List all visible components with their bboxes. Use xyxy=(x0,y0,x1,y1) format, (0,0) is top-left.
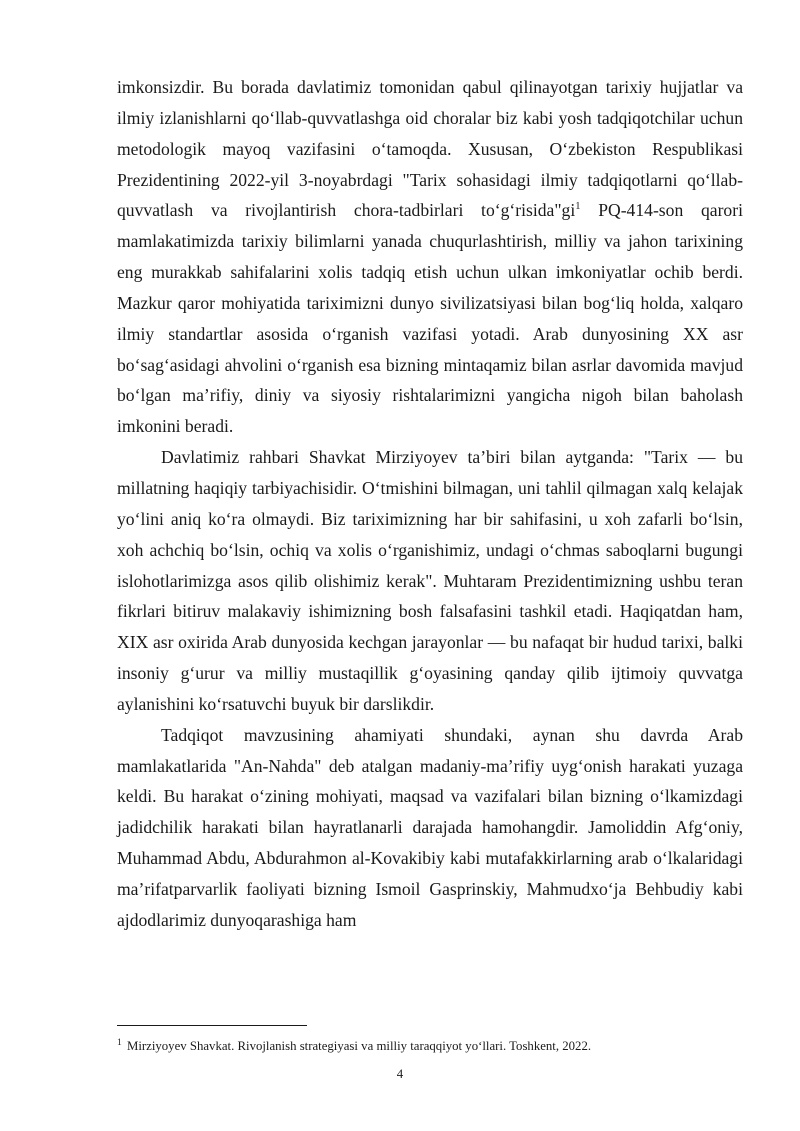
page-number: 4 xyxy=(396,1067,404,1081)
footnote-text: Mirziyoyev Shavkat. Rivojlanish strategiyasi va milliy taraqqiyot yo‘llari. Toshkent, 2022. xyxy=(123,1039,592,1053)
paragraph-3: Tadqiqot mavzusining ahamiyati shundaki, aynan shu davrda Arab mamlakatlarida "An-Nahda" deb atalgan madaniy-ma’rifiy uyg‘onish harakati yuzaga keldi. Bu harakat o‘zining mohiyati, maqsad va vazifalari bilan bizning o‘lkamizdagi jadidchilik harakati bilan hayratlanarli darajada hamohangdir. Jamoliddin Afg‘oniy, Muhammad Abdu, Abdurahmon al-Kovakibiy kabi mutafakkirlarning arab o‘lkalaridagi ma’rifatparvarlik faoliyati bizning Ismoil Gasprinskiy, Mahmudxo‘ja Behbudiy kabi ajdodlarimiz dunyoqarashiga ham xyxy=(117,724,743,930)
paragraph-2: Davlatimiz rahbari Shavkat Mirziyoyev ta’biri bilan aytganda: "Tarix — bu millatning haqiqiy tarbiyachisidir. O‘tmishini bilmagan, uni tahlil qilmagan xalq kelajak yo‘lini aniq ko‘ra olmaydi. Biz tariximizning har bir sahifasini, u xoh zafarli bo‘lsin, xoh achchiq bo‘lsin, ochiq va xolis o‘rganishimiz, undagi o‘chmas saboqlarni bugungi islohotlarimizga asos qilib olishimiz kerak". Muhtaram Prezidentimizning ushbu teran fikrlari bitiruv malakaviy ishimizning bosh falsafasini tashkil etadi. Haqiqatdan ham, XIX asr oxirida Arab dunyosida kechgan jarayonlar — bu nafaqat bir hudud tarixi, balki insoniy g‘urur va milliy mustaqillik g‘oyasining qanday qilib ijtimoiy quvvatga aylanishini ko‘rsatuvchi buyuk bir darslikdir. xyxy=(117,447,743,714)
paragraph-1-text-before-ref: imkonsizdir. Bu borada davlatimiz tomonidan qabul qilinayotgan tarixiy hujjatlar va ilmiy izlanishlarni qo‘llab-quvvatlashga oid choralar biz kabi yosh tadqiqotchilar uchun metodologik mayoq vazifasini o‘tamoqda. Xususan, O‘zbekiston Respublikasi Prezidentining 2022-yil 3-noyabrdagi "Tarix sohasidagi ilmiy tadqiqotlarni qo‘llab-quvvatlash va rivojlantirish chora-tadbirlari to‘g‘risida"gi xyxy=(117,77,743,221)
footnote xyxy=(117,1038,743,1054)
paragraph-1-text-after-ref: PQ-414-son qarori mamlakatimizda tarixiy bilimlarni yanada chuqurlashtirish, milliy va jahon tarixining eng murakkab sahifalarini xolis tadqiq etish uchun ulkan imkoniyatlar ochib berdi. Mazkur qaror mohiyatida tariximizni dunyo sivilizatsiyasi bilan bog‘liq holda, xalqaro ilmiy standartlar asosida o‘rganish vazifasi yotadi. Arab dunyosining XX asr bo‘sag‘asidagi ahvolini o‘rganish esa bizning mintaqamiz bilan asrlar davomida mavjud bo‘lgan ma’rifiy, diniy va siyosiy rishtalarimizni yangicha nigoh bilan baholash imkonini beradi. xyxy=(117,200,743,437)
footnote-separator xyxy=(117,1025,307,1026)
body-text xyxy=(117,72,743,936)
footnote-reference[interactable]: 1 xyxy=(575,201,581,213)
footnote-mark: 1 xyxy=(117,1037,122,1048)
paragraph-1 xyxy=(117,72,743,442)
